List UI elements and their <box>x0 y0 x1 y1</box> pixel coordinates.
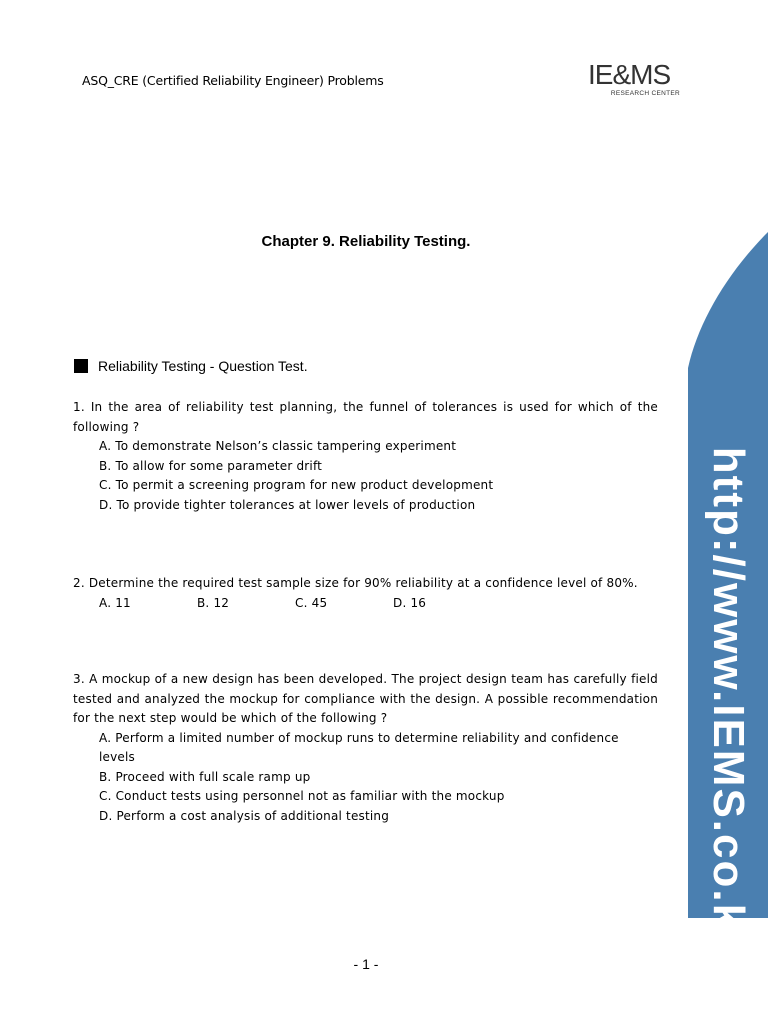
question-1-option-a: A. To demonstrate Nelson’s classic tampering experiment <box>99 439 457 453</box>
square-bullet-icon <box>74 359 88 373</box>
question-1-option-d: D. To provide tighter tolerances at lower levels of production <box>99 497 476 512</box>
question-2-text: 2. Determine the required test sample size for 90% reliability at a confidence level of 80%. <box>73 576 638 590</box>
logo-main-text: IE&MS <box>588 59 671 90</box>
question-1-option-b: B. To allow for some parameter drift <box>99 458 323 473</box>
section-heading-text: Reliability Testing - Question Test. <box>98 358 308 374</box>
section-heading <box>74 358 308 374</box>
question-2 <box>73 574 658 613</box>
question-3-text: 3. A mockup of a new design has been developed. The project design team has carefully field tested and analyzed the mockup for compliance with the design. A possible recommendation for the next step would be which of the following ? <box>73 672 658 725</box>
iems-logo <box>588 61 680 98</box>
question-3-option-d: D. Perform a cost analysis of additional testing <box>99 808 390 823</box>
question-2-option-a: A. 11 <box>99 595 131 610</box>
document-header-title: ASQ_CRE (Certified Reliability Engineer) Problems <box>82 73 384 88</box>
question-1-option-c: C. To permit a screening program for new product development <box>99 478 494 492</box>
website-url-text: http://www.IEMS.co.kr <box>704 446 754 950</box>
question-3-option-c: C. Conduct tests using personnel not as familiar with the mockup <box>99 789 505 803</box>
question-2-option-b: B. 12 <box>197 595 230 610</box>
question-1 <box>73 398 658 515</box>
website-url-banner <box>690 446 766 950</box>
question-1-text: 1. In the area of reliability test planning, the funnel of tolerances is used for which of the following ? <box>73 400 658 434</box>
question-3 <box>73 670 658 826</box>
chapter-title: Chapter 9. Reliability Testing. <box>261 233 471 250</box>
logo-sub-text: RESEARCH CENTER <box>610 90 680 97</box>
question-3-option-b: B. Proceed with full scale ramp up <box>99 769 311 784</box>
question-2-option-d: D. 16 <box>393 595 427 610</box>
page-number: - 1 - <box>353 956 379 972</box>
question-2-options <box>99 594 658 614</box>
question-3-option-a: A. Perform a limited number of mockup runs to determine reliability and confidence levels <box>99 730 619 764</box>
question-2-option-c: C. 45 <box>295 595 328 610</box>
